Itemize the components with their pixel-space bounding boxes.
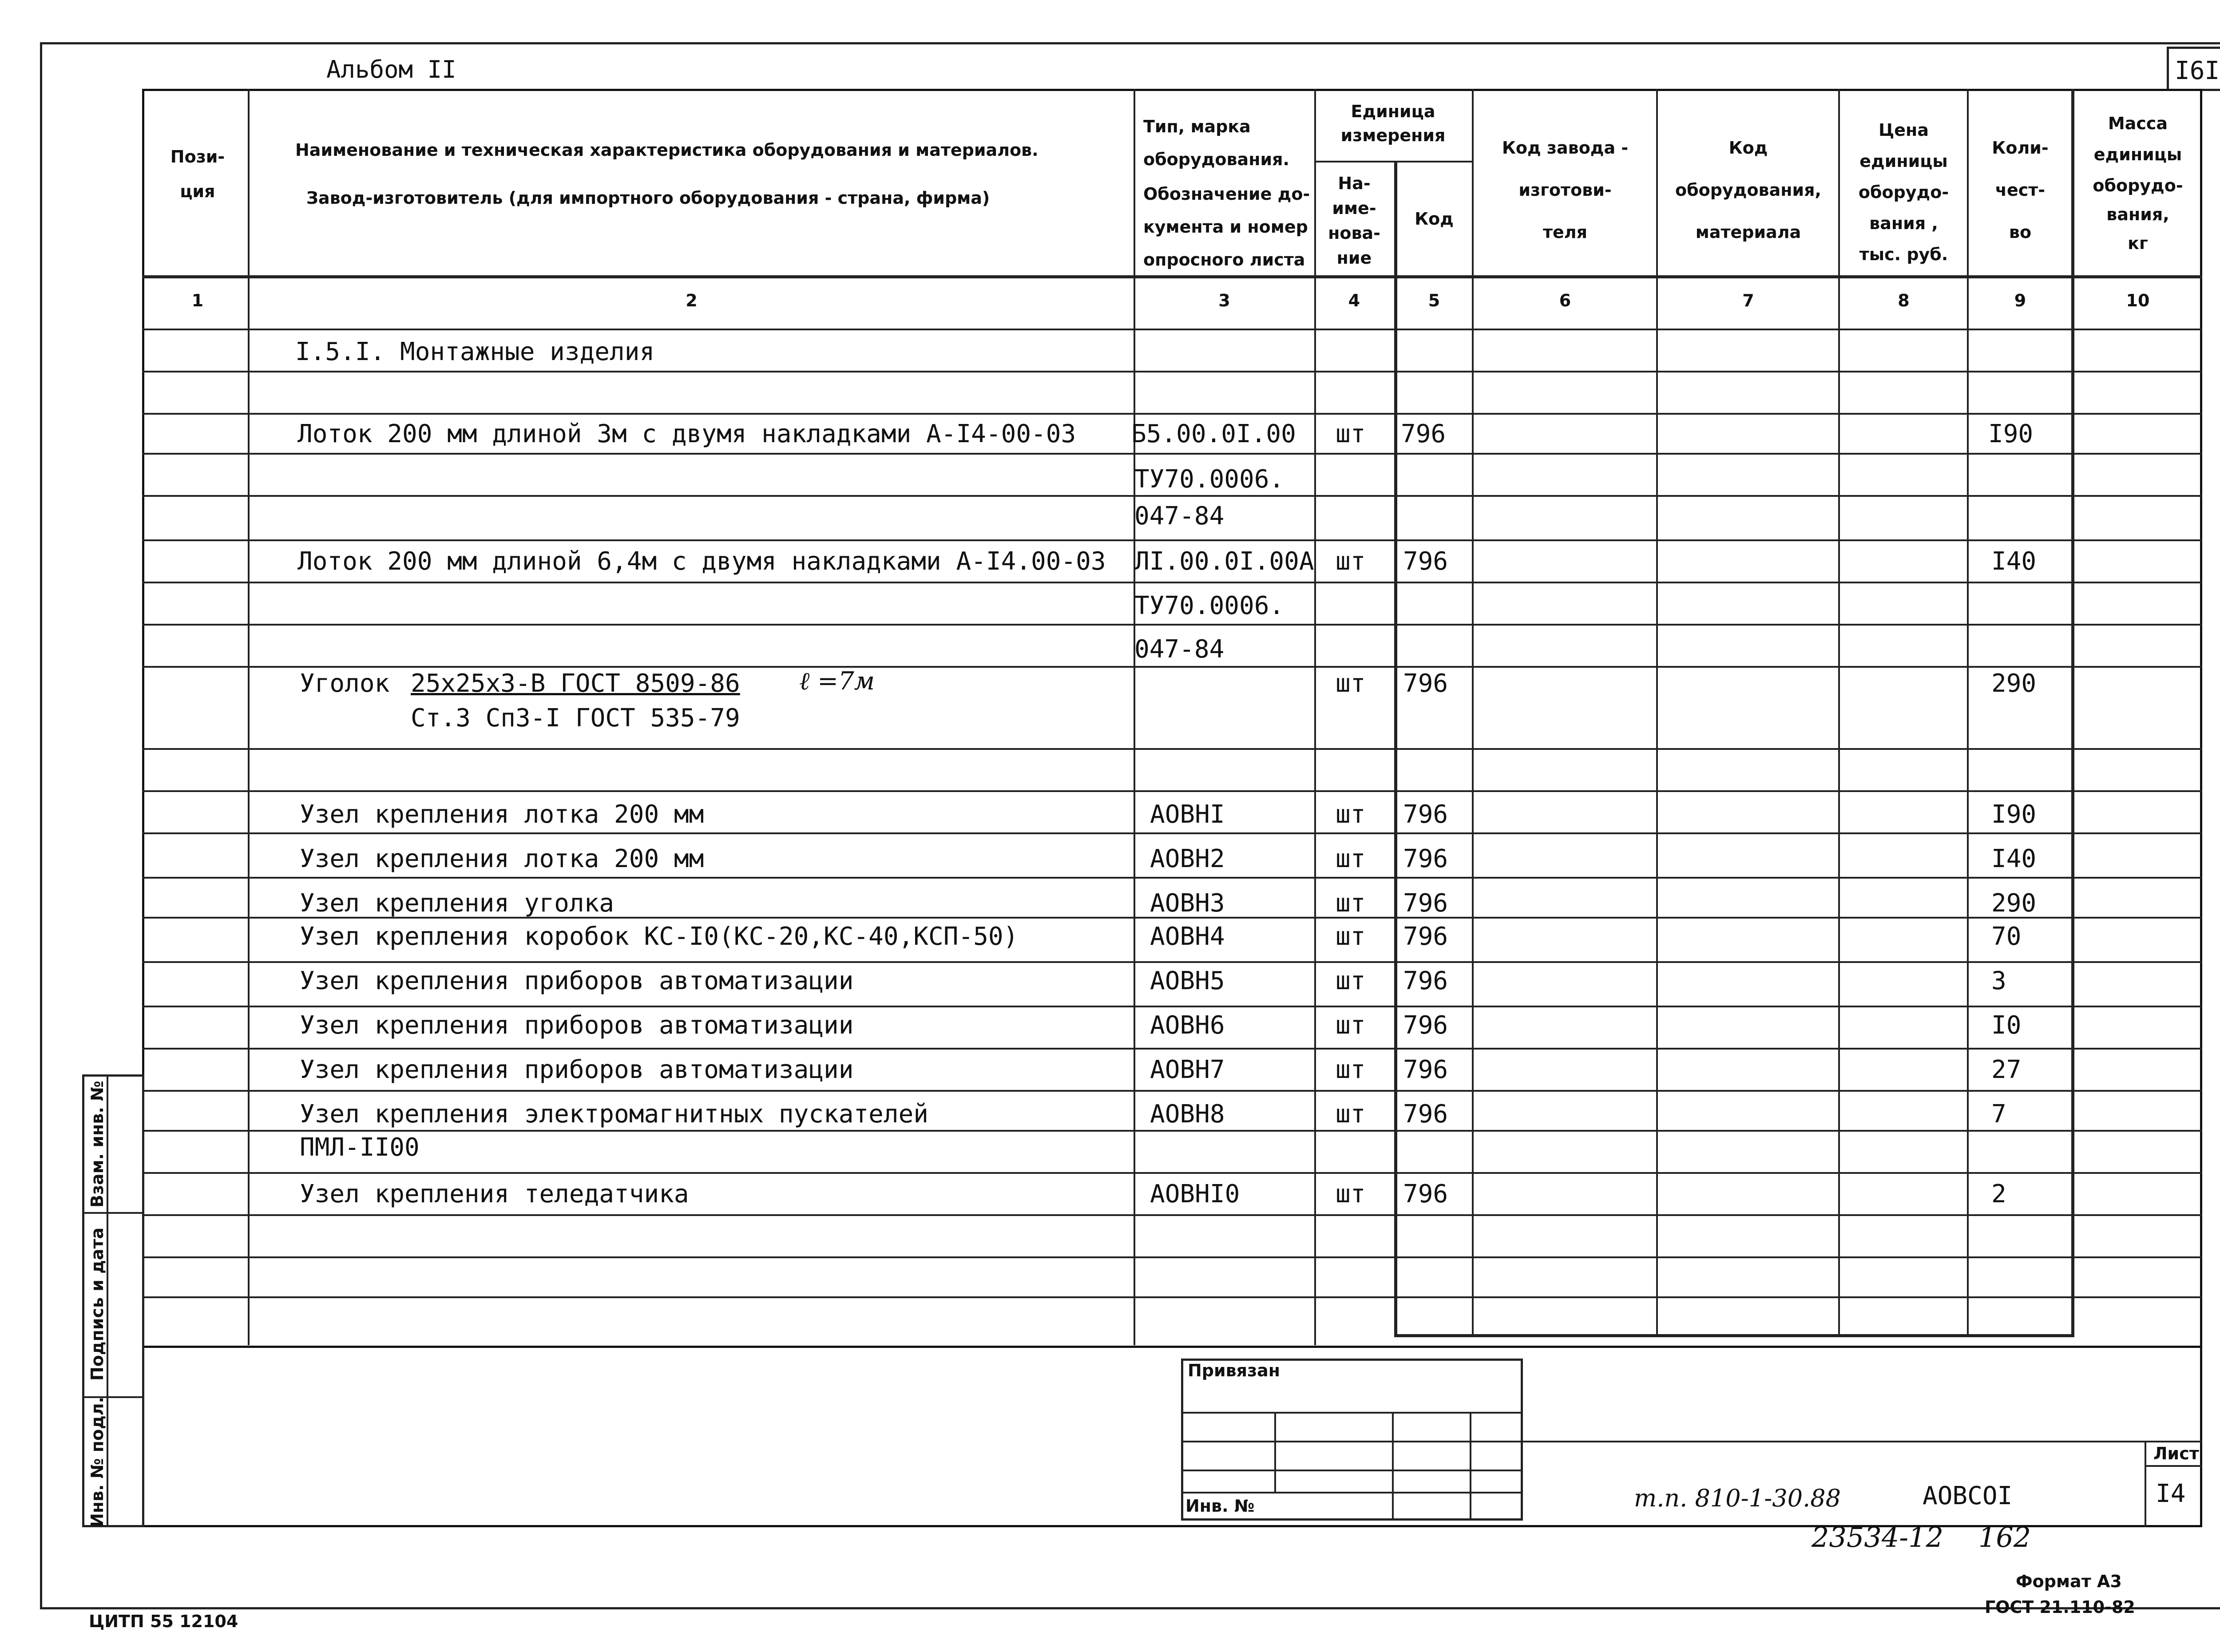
row-line <box>142 1090 2202 1092</box>
privyazan-line-1 <box>1181 1412 1523 1414</box>
row-line <box>142 666 2202 668</box>
row-14-qty: 27 <box>1991 1055 2022 1084</box>
row-4-unit: шт <box>1336 547 1366 576</box>
row-17-name: Узел крепления теледатчика <box>300 1180 689 1208</box>
row-17-type: АОВНI0 <box>1150 1180 1240 1208</box>
row-1-name: Лоток 200 мм длиной 3м с двумя накладками А-I4-00-03 <box>297 420 1076 448</box>
header-bottom-line <box>142 275 2202 278</box>
row-10-qty: 290 <box>1991 889 2037 918</box>
col8-header-c: оборудо- <box>1858 182 1949 202</box>
row-1-code: 796 <box>1401 420 1446 448</box>
col7-header-a: Код <box>1728 138 1768 158</box>
col-line-3 <box>1314 89 1316 1345</box>
row-14-type: АОВН7 <box>1150 1055 1225 1084</box>
row-line <box>142 877 2202 879</box>
row-17-code: 796 <box>1403 1180 1448 1208</box>
row-1-qty: I90 <box>1988 420 2034 448</box>
row-1-unit: шт <box>1336 420 1366 448</box>
row-10-type: АОВН3 <box>1150 889 1225 918</box>
row-4-name: Лоток 200 мм длиной 6,4м с двумя накладками А-I4.00-03 <box>297 547 1106 576</box>
col-line-2 <box>1134 89 1135 1345</box>
row-4-type: ЛI.00.0I.00А <box>1134 547 1314 576</box>
privyazan-line-4 <box>1181 1492 1523 1494</box>
row-8-qty: I90 <box>1991 800 2037 829</box>
unit-group-line <box>1314 161 1472 162</box>
row-11-name: Узел крепления коробок КС-I0(КС-20,КС-40,КСП-50) <box>300 922 1019 951</box>
row-4-code: 796 <box>1403 547 1448 576</box>
sheet-box-left-line <box>2145 1441 2146 1527</box>
col2-header-b: Завод-изготовитель (для импортного оборудования - страна, фирма) <box>306 188 990 208</box>
privyazan-line-2 <box>1181 1441 1523 1442</box>
col10-header-e: кг <box>2128 234 2148 253</box>
title-block-top-line <box>1523 1441 2202 1442</box>
row-7-name-b: Ст.3 Сп3-I ГОСТ 535-79 <box>411 704 740 733</box>
row-line <box>142 495 2202 497</box>
col-num-6: 6 <box>1559 291 1571 310</box>
row-9-name: Узел крепления лотка 200 мм <box>300 844 704 873</box>
row-15-unit: шт <box>1336 1100 1366 1129</box>
row-line <box>142 371 2202 372</box>
side-stamp-line-1 <box>82 1212 144 1214</box>
doc-mark: АОВСОI <box>1923 1482 2013 1510</box>
sheet-left-line <box>40 42 42 1609</box>
col-num-9: 9 <box>2014 291 2026 310</box>
col2-header-a: Наименование и техническая характеристика оборудования и материалов. <box>295 140 1039 160</box>
row-11-qty: 70 <box>1991 922 2022 951</box>
privyazan-line-3 <box>1181 1470 1523 1471</box>
col10-header-c: оборудо- <box>2093 176 2183 195</box>
row-15-code: 796 <box>1403 1100 1448 1129</box>
col7-header-b: оборудования, <box>1675 180 1821 200</box>
col3-header-b: оборудования. <box>1143 150 1289 169</box>
row-17-qty: 2 <box>1991 1180 2006 1208</box>
row-line <box>142 413 2202 415</box>
album-label: Альбом II <box>326 55 456 83</box>
col-num-5: 5 <box>1428 291 1440 310</box>
col-num-7: 7 <box>1742 291 1754 310</box>
col-num-4: 4 <box>1348 291 1360 310</box>
col10-header-d: вания, <box>2106 205 2169 224</box>
col3-header-a: Тип, марка <box>1143 117 1251 136</box>
privyazan-vline-2 <box>1392 1412 1394 1521</box>
col10-header-a: Масса <box>2108 114 2168 133</box>
row-14-code: 796 <box>1403 1055 1448 1084</box>
col-line-9 <box>2071 89 2074 1336</box>
col4-header-a: На- <box>1338 174 1371 193</box>
col-num-10: 10 <box>2126 291 2150 310</box>
row-16-name: ПМЛ-II00 <box>300 1133 420 1162</box>
side-stamp-podpis: Подпись и дата <box>87 1227 107 1381</box>
privyazan-vline-1 <box>1274 1412 1276 1492</box>
col3-header-c: Обозначение до- <box>1143 184 1310 204</box>
row-line <box>142 832 2202 834</box>
privyazan-label: Привязан <box>1188 1361 1280 1380</box>
row-8-code: 796 <box>1403 800 1448 829</box>
row-8-name: Узел крепления лотка 200 мм <box>300 800 704 829</box>
row-7-name-a: 25x25x3-В ГОСТ 8509-86 <box>411 669 740 698</box>
row-13-code: 796 <box>1403 1011 1448 1040</box>
row-9-type: АОВН2 <box>1150 844 1225 873</box>
row-8-type: АОВНI <box>1150 800 1225 829</box>
sheet-box-mid-line <box>2145 1465 2202 1467</box>
row-7-name: Уголок <box>300 669 390 698</box>
row-2-type: ТУ70.0006. <box>1134 465 1284 494</box>
row-line <box>142 1130 2202 1132</box>
colnum-bottom-line <box>142 329 2202 330</box>
row-line <box>142 624 2202 626</box>
body-bottom-thick-line <box>1394 1334 2074 1337</box>
col3-header-e: опросного листа <box>1143 250 1305 269</box>
row-14-name: Узел крепления приборов автоматизации <box>300 1055 854 1084</box>
row-9-qty: I40 <box>1991 844 2037 873</box>
col8-header-a: Цена <box>1879 120 1929 140</box>
col1-header-b: ция <box>180 182 215 201</box>
privyazan-vline-3 <box>1470 1412 1471 1521</box>
row-line <box>142 1256 2202 1258</box>
sheet-label: Лист <box>2153 1444 2199 1463</box>
row-line <box>142 1172 2202 1174</box>
row-line <box>142 1048 2202 1050</box>
col-line-5 <box>1472 89 1474 1336</box>
row-11-unit: шт <box>1336 922 1366 951</box>
col7-header-c: материала <box>1695 222 1801 242</box>
col-line-8 <box>1967 89 1969 1336</box>
row-12-qty: 3 <box>1991 967 2006 995</box>
row-14-unit: шт <box>1336 1055 1366 1084</box>
row-12-type: АОВН5 <box>1150 967 1225 995</box>
row-9-unit: шт <box>1336 844 1366 873</box>
row-line <box>142 1296 2202 1298</box>
row-6-type: 047-84 <box>1134 635 1225 664</box>
col1-header-a: Пози- <box>170 147 225 166</box>
row-7-unit: шт <box>1336 669 1366 698</box>
sheet-number: I4 <box>2156 1479 2186 1508</box>
section-title: I.5.I. Монтажные изделия <box>295 337 655 366</box>
page-number: I6I <box>2175 56 2220 85</box>
doc-code: т.п. 810-1-30.88 <box>1634 1484 1841 1512</box>
row-line <box>142 748 2202 750</box>
row-line <box>142 961 2202 963</box>
row-13-name: Узел крепления приборов автоматизации <box>300 1011 854 1040</box>
row-4-qty: I40 <box>1991 547 2037 576</box>
row-7-qty: 290 <box>1991 669 2037 698</box>
citp-label: ЦИТП 55 12104 <box>89 1612 238 1631</box>
row-15-qty: 7 <box>1991 1100 2006 1129</box>
col8-header-d: вания , <box>1869 214 1938 233</box>
col6-header-a: Код завода - <box>1502 138 1629 158</box>
inv-no-label: Инв. № <box>1185 1496 1255 1516</box>
col-line-6 <box>1656 89 1658 1336</box>
col9-header-b: чест- <box>1995 180 2046 200</box>
row-12-name: Узел крепления приборов автоматизации <box>300 967 854 995</box>
row-line <box>142 1006 2202 1007</box>
row-8-unit: шт <box>1336 800 1366 829</box>
col6-header-c: теля <box>1542 222 1588 242</box>
col4-header-b: име- <box>1332 198 1376 218</box>
col-num-1: 1 <box>191 291 204 310</box>
row-1-type: Б5.00.0I.00 <box>1131 420 1296 448</box>
title-area-frame <box>142 1345 2202 1527</box>
col8-header-e: тыс. руб. <box>1859 245 1948 264</box>
col-num-8: 8 <box>1898 291 1910 310</box>
col9-header-a: Коли- <box>1992 138 2049 158</box>
row-12-unit: шт <box>1336 967 1366 995</box>
handwritten-number: 23534-12 162 <box>1812 1521 2031 1553</box>
row-3-type: 047-84 <box>1134 502 1225 531</box>
row-line <box>142 1214 2202 1216</box>
row-13-unit: шт <box>1336 1011 1366 1040</box>
row-line <box>142 453 2202 455</box>
row-line <box>142 790 2202 792</box>
row-15-name: Узел крепления электромагнитных пускателей <box>300 1100 929 1129</box>
col3-header-d: кумента и номер <box>1143 217 1308 237</box>
row-line <box>142 582 2202 583</box>
row-7-name-length: ℓ =7м <box>799 667 875 696</box>
row-7-code: 796 <box>1403 669 1448 698</box>
unit-group-header-b: измерения <box>1340 126 1446 145</box>
side-stamp-inv: Инв. № подл. <box>87 1396 107 1527</box>
col-num-3: 3 <box>1218 291 1230 310</box>
unit-group-header-a: Единица <box>1351 102 1435 121</box>
row-17-unit: шт <box>1336 1180 1366 1208</box>
gost-label: ГОСТ 21.110-82 <box>1985 1597 2135 1617</box>
row-9-code: 796 <box>1403 844 1448 873</box>
col9-header-c: во <box>2009 222 2032 242</box>
col4-header-d: ние <box>1336 248 1372 268</box>
side-stamp-vzam: Взам. инв. № <box>87 1081 107 1208</box>
row-11-type: АОВН4 <box>1150 922 1225 951</box>
row-10-code: 796 <box>1403 889 1448 918</box>
format-label: Формат А3 <box>2016 1572 2122 1591</box>
row-10-unit: шт <box>1336 889 1366 918</box>
col8-header-b: единицы <box>1859 151 1948 171</box>
row-13-qty: I0 <box>1991 1011 2022 1040</box>
col5-header: Код <box>1415 209 1454 229</box>
row-11-code: 796 <box>1403 922 1448 951</box>
row-12-code: 796 <box>1403 967 1448 995</box>
row-line <box>142 539 2202 541</box>
row-15-type: АОВН8 <box>1150 1100 1225 1129</box>
col-line-1 <box>248 89 250 1345</box>
col-num-2: 2 <box>686 291 698 310</box>
row-13-type: АОВН6 <box>1150 1011 1225 1040</box>
row-5-type: ТУ70.0006. <box>1134 591 1284 620</box>
sheet-bottom-line <box>40 1607 2220 1609</box>
col6-header-b: изготови- <box>1518 180 1612 200</box>
col-line-7 <box>1838 89 1840 1336</box>
col4-header-c: нова- <box>1328 223 1380 243</box>
row-10-name: Узел крепления уголка <box>300 889 614 918</box>
col10-header-b: единицы <box>2093 145 2182 164</box>
sheet-top-line <box>40 42 2220 44</box>
